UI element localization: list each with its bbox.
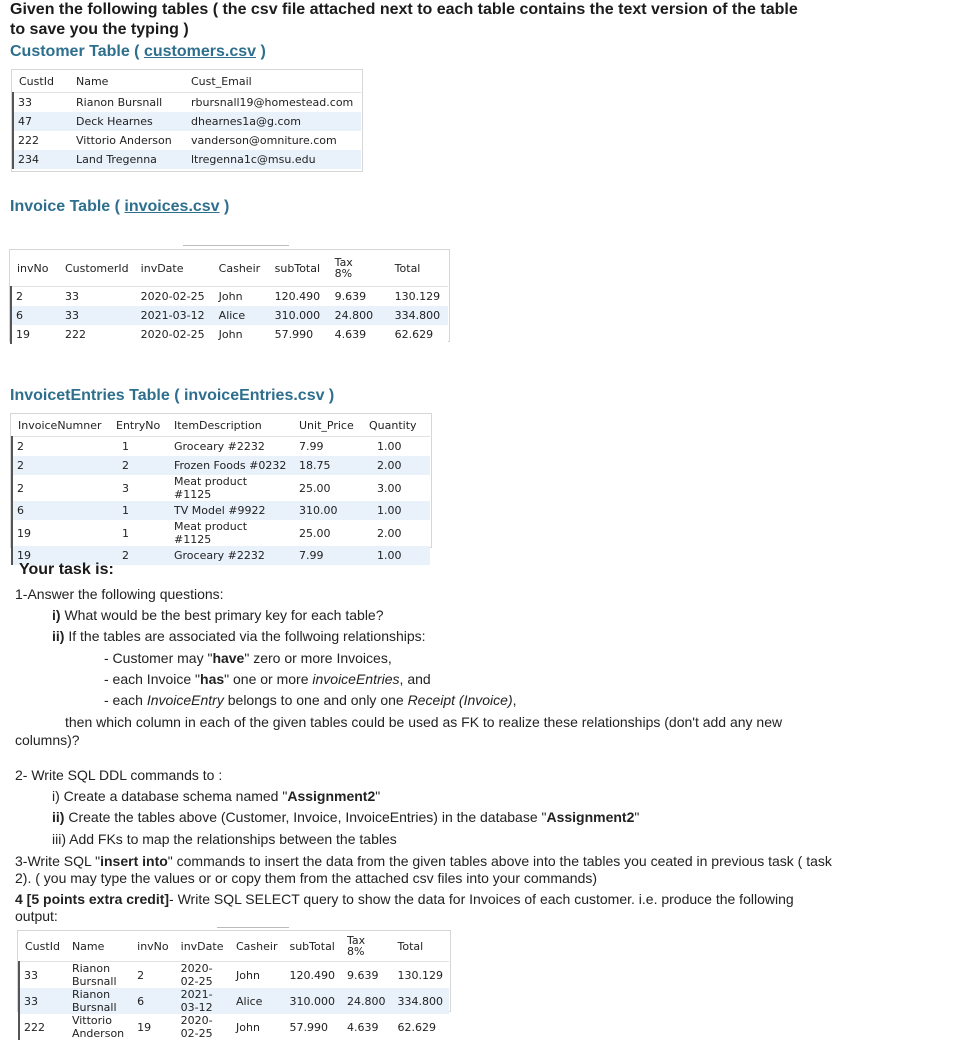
question-3 xyxy=(15,852,832,870)
customer-heading-prefix: Customer Table ( xyxy=(10,43,144,60)
bold-label: ii) xyxy=(52,628,65,644)
cell: 120.490 xyxy=(269,287,329,307)
cell: 33 xyxy=(59,287,135,307)
decorative-divider xyxy=(217,927,289,928)
table-row xyxy=(12,520,430,546)
task-heading: Your task is: xyxy=(19,561,114,578)
cell: John xyxy=(213,325,269,344)
cell: 1 xyxy=(110,437,168,457)
cell: 57.990 xyxy=(269,325,329,344)
table-row xyxy=(11,287,448,307)
bold-text: 4 [5 points extra credit] xyxy=(15,891,170,907)
table-row xyxy=(19,988,449,1014)
col-total: Total xyxy=(389,250,448,287)
cell: Frozen Foods #0232 xyxy=(168,456,293,475)
cell: ltregenna1c@msu.edu xyxy=(185,150,361,169)
cell: 19 xyxy=(12,546,110,565)
cell: Meat product #1125 xyxy=(168,520,293,546)
invoice-heading-prefix: Invoice Table ( xyxy=(10,198,125,215)
text: belongs to one and only one xyxy=(223,692,408,708)
cell: John xyxy=(230,1014,283,1040)
cell: 2020-02-25 xyxy=(175,1014,230,1040)
cell: 2 xyxy=(110,456,168,475)
cell: 130.129 xyxy=(389,287,448,307)
col-total: Total xyxy=(392,931,450,962)
table-row xyxy=(13,93,361,113)
text: , and xyxy=(399,671,431,687)
cell: 57.990 xyxy=(283,1014,341,1040)
table-row xyxy=(12,456,430,475)
table-row xyxy=(13,131,361,150)
customer-table-heading xyxy=(10,43,266,61)
customer-heading-suffix: ) xyxy=(256,43,266,60)
cell: 130.129 xyxy=(392,962,450,989)
cell: Land Tregenna xyxy=(70,150,185,169)
text: - Customer may " xyxy=(104,650,213,666)
cell: Rianon Bursnall xyxy=(70,93,185,113)
cell: 7.99 xyxy=(293,437,363,457)
cell: 2 xyxy=(12,437,110,457)
cell: 4.639 xyxy=(341,1014,392,1040)
text: " commands to insert the data from the given tables above into the tables you ceated in previous task ( task xyxy=(167,853,832,869)
relationship-3 xyxy=(104,691,517,709)
table-row xyxy=(19,962,449,989)
cell: 2 xyxy=(12,456,110,475)
cell: 24.800 xyxy=(341,988,392,1014)
cell: 2.00 xyxy=(363,520,430,546)
col-quantity: Quantity xyxy=(363,414,430,437)
bold-text: has xyxy=(200,671,225,687)
fk-question-line-2: columns)? xyxy=(15,732,80,748)
cell: 6 xyxy=(12,501,110,520)
cell: 2020-02-25 xyxy=(135,287,213,307)
cell: 234 xyxy=(13,150,70,169)
bold-label: i) xyxy=(52,607,61,623)
question-2-ii xyxy=(52,808,639,826)
text: - each xyxy=(104,692,147,708)
cell: 6 xyxy=(131,988,175,1014)
relationship-1 xyxy=(104,649,392,667)
text: - each Invoice " xyxy=(104,671,201,687)
question-2: 2- Write SQL DDL commands to : xyxy=(15,767,223,783)
cell: 222 xyxy=(19,1014,66,1040)
bold-label: ii) xyxy=(52,809,65,825)
cell: 222 xyxy=(13,131,70,150)
col-invno: invNo xyxy=(131,931,175,962)
table-row xyxy=(12,475,430,501)
bold-text: Assignment2 xyxy=(546,809,635,825)
cell: 7.99 xyxy=(293,546,363,565)
cell: 33 xyxy=(13,93,70,113)
text: " zero or more Invoices, xyxy=(244,650,392,666)
invoice-entries-table xyxy=(11,414,430,565)
cell: 33 xyxy=(19,988,66,1014)
cell: 334.800 xyxy=(392,988,450,1014)
cell: 18.75 xyxy=(293,456,363,475)
col-invoicenumner: InvoiceNumner xyxy=(12,414,110,437)
text: " xyxy=(634,809,640,825)
cell: 2.00 xyxy=(363,456,430,475)
text: i) Create a database schema named " xyxy=(52,788,288,804)
cell: 47 xyxy=(13,112,70,131)
cell: Deck Hearnes xyxy=(70,112,185,131)
col-customerid: CustomerId xyxy=(59,250,135,287)
col-itemdescription: ItemDescription xyxy=(168,414,293,437)
cell: 334.800 xyxy=(389,306,448,325)
invoice-table xyxy=(10,250,448,344)
text: " xyxy=(375,788,381,804)
cell: Alice xyxy=(213,306,269,325)
cell: 19 xyxy=(131,1014,175,1040)
cell: 310.000 xyxy=(269,306,329,325)
cell: 222 xyxy=(59,325,135,344)
question-2-iii: iii) Add FKs to map the relationships between the tables xyxy=(52,831,397,847)
table-row xyxy=(13,150,361,169)
cell: 25.00 xyxy=(293,520,363,546)
customers-csv-link[interactable]: customers.csv xyxy=(143,43,257,60)
cell: 9.639 xyxy=(329,287,389,307)
cell: 19 xyxy=(11,325,59,344)
decorative-divider xyxy=(183,245,289,246)
cell: 3 xyxy=(110,475,168,501)
cell: 25.00 xyxy=(293,475,363,501)
cell: John xyxy=(213,287,269,307)
table-row xyxy=(11,325,448,344)
col-tax xyxy=(329,250,389,287)
question-1: 1-Answer the following questions: xyxy=(15,586,224,602)
col-cust-email: Cust_Email xyxy=(185,70,361,93)
col-custid: CustId xyxy=(19,931,66,962)
question-1-i xyxy=(52,606,384,624)
question-4 xyxy=(15,890,794,908)
invoice-table-heading xyxy=(10,198,229,216)
cell: 120.490 xyxy=(283,962,341,989)
cell: 9.639 xyxy=(341,962,392,989)
intro-line-2: to save you the typing ) xyxy=(10,21,189,38)
text: " one or more xyxy=(224,671,313,687)
intro-line-1: Given the following tables ( the csv file attached next to each table contains the text version of the table xyxy=(10,1,798,18)
bold-text: Assignment2 xyxy=(287,788,376,804)
cell: 1.00 xyxy=(363,437,430,457)
cell: 2 xyxy=(11,287,59,307)
cell: 6 xyxy=(11,306,59,325)
cell: Meat product #1125 xyxy=(168,475,293,501)
invoice-heading-suffix: ) xyxy=(219,198,230,215)
text: - Write SQL SELECT query to show the data for Invoices of each customer. i.e. produce the following xyxy=(169,891,794,907)
cell: 2 xyxy=(131,962,175,989)
text: Create the tables above (Customer, Invoice, InvoiceEntries) in the database " xyxy=(64,809,547,825)
text: What would be the best primary key for each table? xyxy=(60,607,384,623)
cell: Groceary #2232 xyxy=(168,437,293,457)
cell: 2 xyxy=(12,475,110,501)
table-row xyxy=(12,501,430,520)
cell: rbursnall19@homestead.com xyxy=(185,93,361,113)
col-invdate: invDate xyxy=(175,931,230,962)
text: 3-Write SQL " xyxy=(15,853,101,869)
tax-rate-label: 8% xyxy=(334,267,353,280)
col-subtotal: subTotal xyxy=(283,931,341,962)
tax-label: Tax xyxy=(346,934,366,947)
col-casheir: Casheir xyxy=(213,250,269,287)
question-4-line-2: output: xyxy=(15,908,58,924)
question-1-ii xyxy=(52,627,426,645)
table-row xyxy=(11,306,448,325)
col-invdate: invDate xyxy=(135,250,213,287)
cell: 33 xyxy=(19,962,66,989)
cell: Vittorio Anderson xyxy=(66,1014,131,1040)
cell: vanderson@omniture.com xyxy=(185,131,361,150)
col-name: Name xyxy=(66,931,131,962)
cell: 33 xyxy=(59,306,135,325)
customer-table xyxy=(12,70,361,169)
cell: 24.800 xyxy=(329,306,389,325)
col-invno: invNo xyxy=(11,250,59,287)
cell: 1 xyxy=(110,501,168,520)
cell: 3.00 xyxy=(363,475,430,501)
entries-table-heading: InvoicetEntries Table ( invoiceEntries.csv ) xyxy=(10,387,335,404)
cell: Vittorio Anderson xyxy=(70,131,185,150)
cell: 2021-03-12 xyxy=(175,988,230,1014)
col-casheir: Casheir xyxy=(230,931,283,962)
col-entryno: EntryNo xyxy=(110,414,168,437)
col-unit-price: Unit_Price xyxy=(293,414,363,437)
cell: Alice xyxy=(230,988,283,1014)
cell: dhearnes1a@g.com xyxy=(185,112,361,131)
cell: 2020-02-25 xyxy=(135,325,213,344)
cell: 310.00 xyxy=(293,501,363,520)
invoices-csv-link[interactable]: invoices.csv xyxy=(124,198,220,215)
cell: TV Model #9922 xyxy=(168,501,293,520)
text: , xyxy=(512,692,517,708)
cell: Rianon Bursnall xyxy=(66,988,131,1014)
table-row xyxy=(12,437,430,457)
table-row xyxy=(13,112,361,131)
cell: 4.639 xyxy=(329,325,389,344)
italic-text: invoiceEntries xyxy=(312,671,400,687)
col-name: Name xyxy=(70,70,185,93)
cell: 1 xyxy=(110,520,168,546)
col-subtotal: subTotal xyxy=(269,250,329,287)
cell: 2 xyxy=(110,546,168,565)
question-3-line-2: 2). ( you may type the values or or copy them from the attached csv files into your commands) xyxy=(15,870,598,886)
relationship-2 xyxy=(104,670,431,688)
cell: 2021-03-12 xyxy=(135,306,213,325)
fk-question-line-1: then which column in each of the given tables could be used as FK to realize these relationships (don't add any new xyxy=(65,714,783,730)
cell: 19 xyxy=(12,520,110,546)
cell: Groceary #2232 xyxy=(168,546,293,565)
italic-text: Receipt (Invoice) xyxy=(407,692,513,708)
text: If the tables are associated via the follwoing relationships: xyxy=(64,628,426,644)
cell: Rianon Bursnall xyxy=(66,962,131,989)
col-custid: CustId xyxy=(13,70,70,93)
tax-rate-label: 8% xyxy=(346,945,365,958)
table-row xyxy=(19,1014,449,1040)
question-2-i xyxy=(52,787,380,805)
bold-text: have xyxy=(212,650,245,666)
cell: 1.00 xyxy=(363,501,430,520)
italic-text: InvoiceEntry xyxy=(146,692,224,708)
col-tax xyxy=(341,931,392,962)
cell: 62.629 xyxy=(392,1014,450,1040)
cell: 62.629 xyxy=(389,325,448,344)
cell: 1.00 xyxy=(363,546,430,565)
bold-text: insert into xyxy=(100,853,168,869)
cell: John xyxy=(230,962,283,989)
tax-label: Tax xyxy=(334,256,353,269)
cell: 310.000 xyxy=(283,988,341,1014)
cell: 2020-02-25 xyxy=(175,962,230,989)
